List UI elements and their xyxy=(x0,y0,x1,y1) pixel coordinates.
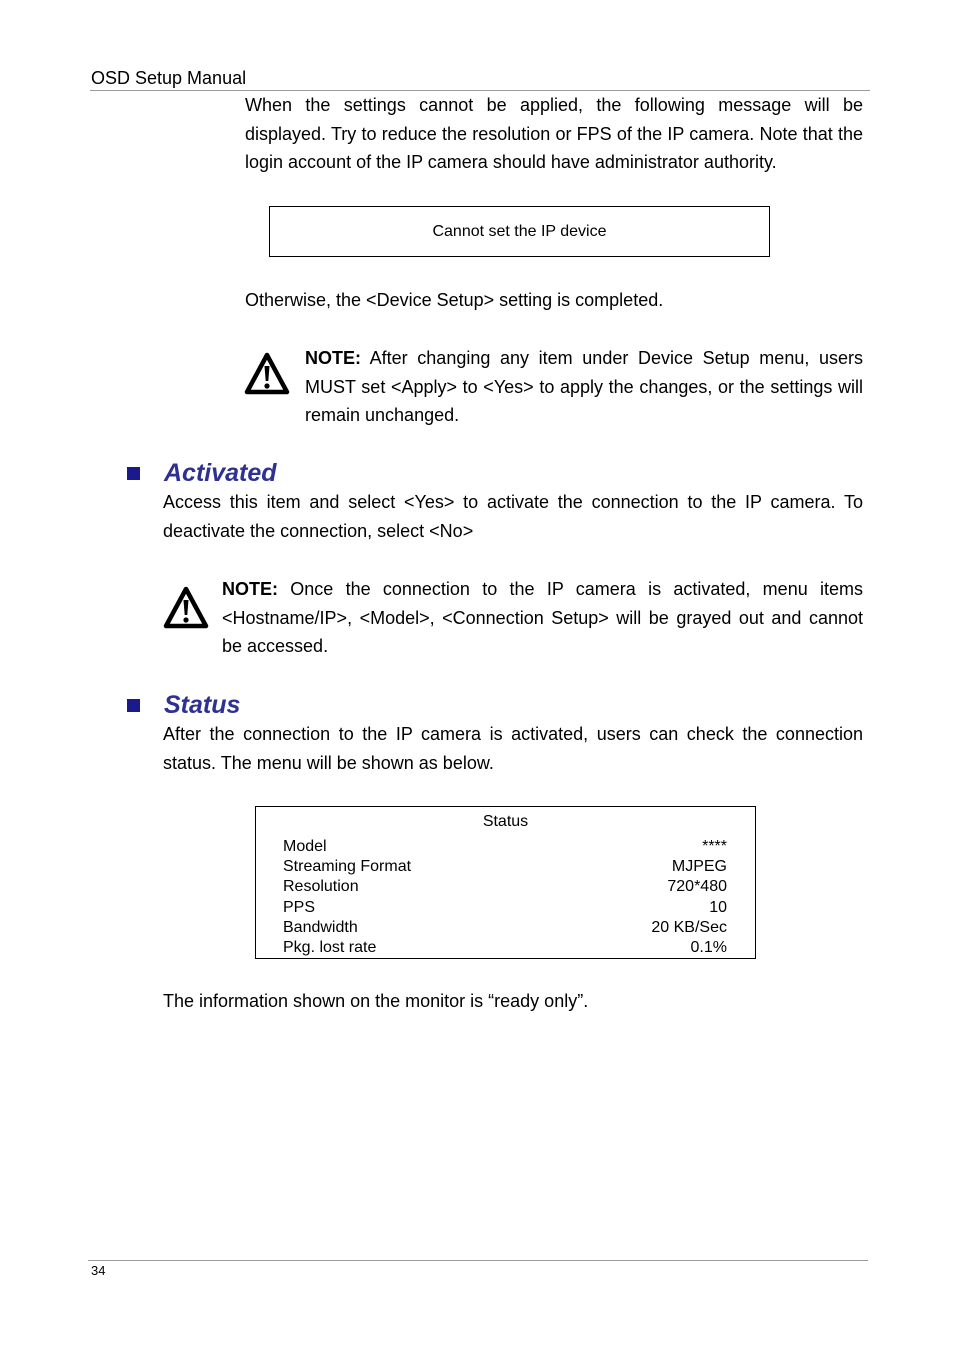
status-row xyxy=(283,918,727,938)
status-row xyxy=(283,857,727,877)
status-row-label: Model xyxy=(283,838,327,855)
status-paragraph: After the connection to the IP camera is activated, users can check the connection status. The menu will be shown as below. xyxy=(163,724,863,773)
status-row-value: MJPEG xyxy=(671,858,727,875)
note-2-text: Once the connection to the IP camera is activated, menu items <Hostname/IP>, <Model>, <Connection Setup> will be grayed out and cannot be accessed. xyxy=(222,579,863,656)
square-bullet-icon xyxy=(127,699,140,712)
note-2-label: NOTE: xyxy=(222,579,278,599)
status-row-label: Bandwidth xyxy=(283,919,358,936)
status-row-label: PPS xyxy=(283,899,316,916)
page-header-title: OSD Setup Manual xyxy=(91,68,247,88)
note-1-label: NOTE: xyxy=(305,348,361,368)
status-row-label: Resolution xyxy=(283,878,359,895)
intro-paragraph: When the settings cannot be applied, the following message will be displayed. Try to reduce the resolution or FPS of the IP camera. Note that the login account of the IP camera should have administrator authority. xyxy=(245,95,863,172)
page-number: 34 xyxy=(91,1263,106,1278)
otherwise-paragraph: Otherwise, the <Device Setup> setting is completed. xyxy=(245,290,664,310)
closing-paragraph: The information shown on the monitor is “ready only”. xyxy=(163,991,589,1011)
square-bullet-icon xyxy=(127,467,140,480)
status-title: Status xyxy=(164,691,241,719)
activated-heading xyxy=(127,458,277,488)
status-row xyxy=(283,837,727,857)
status-row-value: 20 KB/Sec xyxy=(651,919,727,936)
footer-divider xyxy=(88,1260,868,1261)
note-1-text: After changing any item under Device Setup menu, users MUST set <Apply> to <Yes> to apply the changes, or the settings will remain unchanged. xyxy=(305,348,863,425)
note-2 xyxy=(222,575,863,661)
status-row xyxy=(283,877,727,897)
status-row-label: Streaming Format xyxy=(283,858,412,875)
activated-paragraph: Access this item and select <Yes> to activate the connection to the IP camera. To deactivate the connection, select <No> xyxy=(163,492,863,541)
status-menu-box xyxy=(255,806,756,959)
warning-icon xyxy=(163,586,209,635)
note-1 xyxy=(305,344,863,430)
status-row xyxy=(283,938,727,958)
warning-icon xyxy=(244,352,290,401)
status-row xyxy=(283,898,727,918)
status-row-label: Pkg. lost rate xyxy=(283,939,377,956)
status-heading xyxy=(127,690,240,720)
status-row-value: 0.1% xyxy=(690,939,727,956)
status-row-value: 10 xyxy=(709,899,727,916)
status-row-value: 720*480 xyxy=(667,878,727,895)
error-message-text: Cannot set the IP device xyxy=(432,222,607,240)
error-message-box xyxy=(269,206,770,257)
activated-title: Activated xyxy=(164,459,277,487)
status-row-value: **** xyxy=(702,838,727,855)
status-menu-title: Status xyxy=(482,813,529,830)
